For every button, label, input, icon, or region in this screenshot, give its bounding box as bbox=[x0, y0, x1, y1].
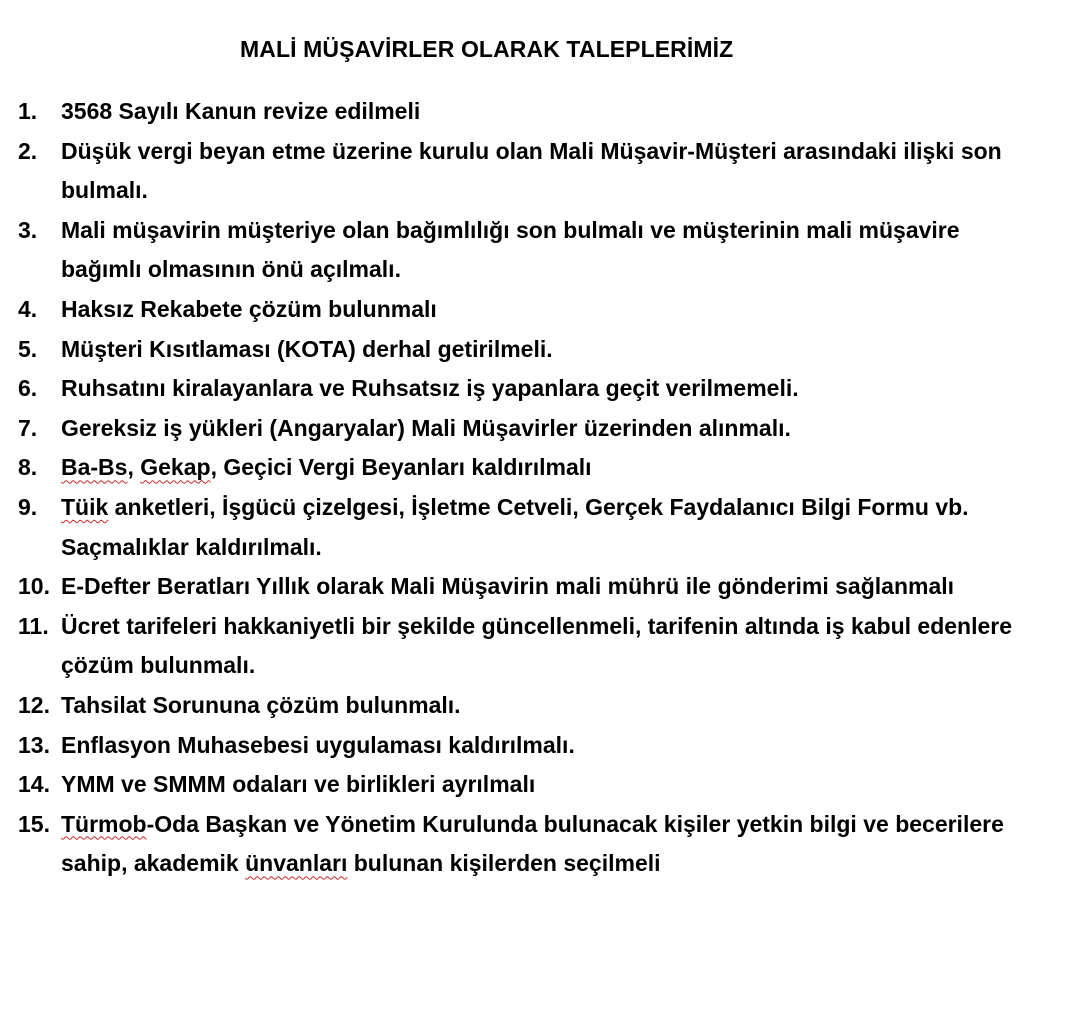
list-item-number: 4. bbox=[18, 295, 38, 322]
list-item bbox=[0, 726, 1079, 766]
list-item-number: 11. bbox=[18, 612, 49, 639]
text-segment: , bbox=[127, 454, 141, 481]
list-item-text bbox=[61, 726, 1039, 766]
spellcheck-flagged-word: Türmob bbox=[61, 810, 147, 837]
list-item bbox=[0, 607, 1079, 686]
list-item-number: 13. bbox=[18, 731, 50, 758]
page-title: MALİ MÜŞAVİRLER OLARAK TALEPLERİMİZ bbox=[240, 36, 734, 62]
text-segment: Mali müşavirin müşteriye olan bağımlılığı son bulmalı ve müşterinin mali müşavire bağımlı olmasının önü açılmalı. bbox=[61, 216, 960, 283]
list-item-text bbox=[61, 330, 1039, 370]
text-segment: Gereksiz iş yükleri (Angaryalar) Mali Müşavirler üzerinden alınmalı. bbox=[61, 414, 791, 441]
list-item-text bbox=[61, 290, 1039, 330]
list-item-number: 1. bbox=[18, 98, 38, 124]
text-segment: bulunan kişilerden seçilmeli bbox=[347, 850, 661, 877]
list-item-number: 7. bbox=[18, 414, 38, 441]
list-item-number: 15. bbox=[18, 810, 50, 837]
text-segment: -Oda Başkan ve Yönetim Kurulunda bulunacak kişiler yetkin bilgi ve becerilere sahip, akademik bbox=[61, 810, 1004, 877]
list-item-number: 2. bbox=[18, 137, 38, 164]
list-item bbox=[0, 92, 1079, 132]
text-segment: E-Defter Beratları Yıllık olarak Mali Müşavirin mali mührü ile gönderimi sağlanmalı bbox=[61, 573, 955, 600]
text-segment: Tahsilat Sorununa çözüm bulunmalı. bbox=[61, 691, 461, 718]
list-item-number: 9. bbox=[18, 493, 38, 520]
list-item bbox=[0, 805, 1079, 884]
text-segment: Ücret tarifeleri hakkaniyetli bir şekilde güncellenmeli, tarifenin altında iş kabul edenlere çözüm bulunmalı. bbox=[61, 612, 1013, 679]
spellcheck-flagged-word: Gekap bbox=[140, 454, 211, 481]
list-item bbox=[0, 330, 1079, 370]
list-item-number: 8. bbox=[18, 454, 38, 481]
list-item-text bbox=[61, 607, 1039, 686]
list-item bbox=[0, 488, 1079, 567]
text-segment: YMM ve SMMM odaları ve birlikleri ayrılmalı bbox=[61, 771, 536, 798]
list-item-text bbox=[61, 211, 1039, 290]
list-item bbox=[0, 211, 1079, 290]
list-item-number: 14. bbox=[18, 771, 50, 798]
list-item bbox=[0, 448, 1079, 488]
spellcheck-flagged-word: Tüik bbox=[61, 493, 109, 520]
list-item-number: 6. bbox=[18, 375, 38, 402]
text-segment: anketleri, İşgücü çizelgesi, İşletme Cetveli, Gerçek Faydalanıcı Bilgi Formu vb. Saçmalıklar kaldırılmalı. bbox=[61, 493, 969, 560]
list-item bbox=[0, 290, 1079, 330]
list-item-number: 10. bbox=[18, 573, 50, 600]
list-item-text bbox=[61, 448, 1039, 488]
list-item bbox=[0, 369, 1079, 409]
list-item-text bbox=[61, 92, 1039, 132]
list-item-text bbox=[61, 409, 1039, 449]
list-item-number: 3. bbox=[18, 216, 38, 243]
text-segment: 3568 Sayılı Kanun revize edilmeli bbox=[61, 98, 421, 124]
list-item-text bbox=[61, 805, 1039, 884]
text-segment: , Geçici Vergi Beyanları kaldırılmalı bbox=[210, 454, 592, 481]
list-item-number: 5. bbox=[18, 335, 38, 362]
list-item-text bbox=[61, 567, 1039, 607]
text-segment: Düşük vergi beyan etme üzerine kurulu olan Mali Müşavir-Müşteri arasındaki ilişki son bulmalı. bbox=[61, 137, 1002, 204]
list-item bbox=[0, 686, 1079, 726]
list-item-text bbox=[61, 132, 1039, 211]
spellcheck-flagged-word: ünvanları bbox=[245, 850, 348, 877]
list-item bbox=[0, 132, 1079, 211]
list-item-text bbox=[61, 488, 1039, 567]
demands-list bbox=[0, 92, 1079, 884]
text-segment: Ruhsatını kiralayanlara ve Ruhsatsız iş yapanlara geçit verilmemeli. bbox=[61, 375, 799, 402]
text-segment: Enflasyon Muhasebesi uygulaması kaldırılmalı. bbox=[61, 731, 575, 758]
list-item-text bbox=[61, 686, 1039, 726]
list-item-text bbox=[61, 369, 1039, 409]
text-segment: Haksız Rekabete çözüm bulunmalı bbox=[61, 295, 437, 322]
text-segment: Müşteri Kısıtlaması (KOTA) derhal getirilmeli. bbox=[61, 335, 553, 362]
list-item bbox=[0, 409, 1079, 449]
list-item-number: 12. bbox=[18, 691, 50, 718]
list-item-text bbox=[61, 765, 1039, 805]
spellcheck-flagged-word: Ba-Bs bbox=[61, 454, 128, 481]
list-item bbox=[0, 567, 1079, 607]
list-item bbox=[0, 765, 1079, 805]
